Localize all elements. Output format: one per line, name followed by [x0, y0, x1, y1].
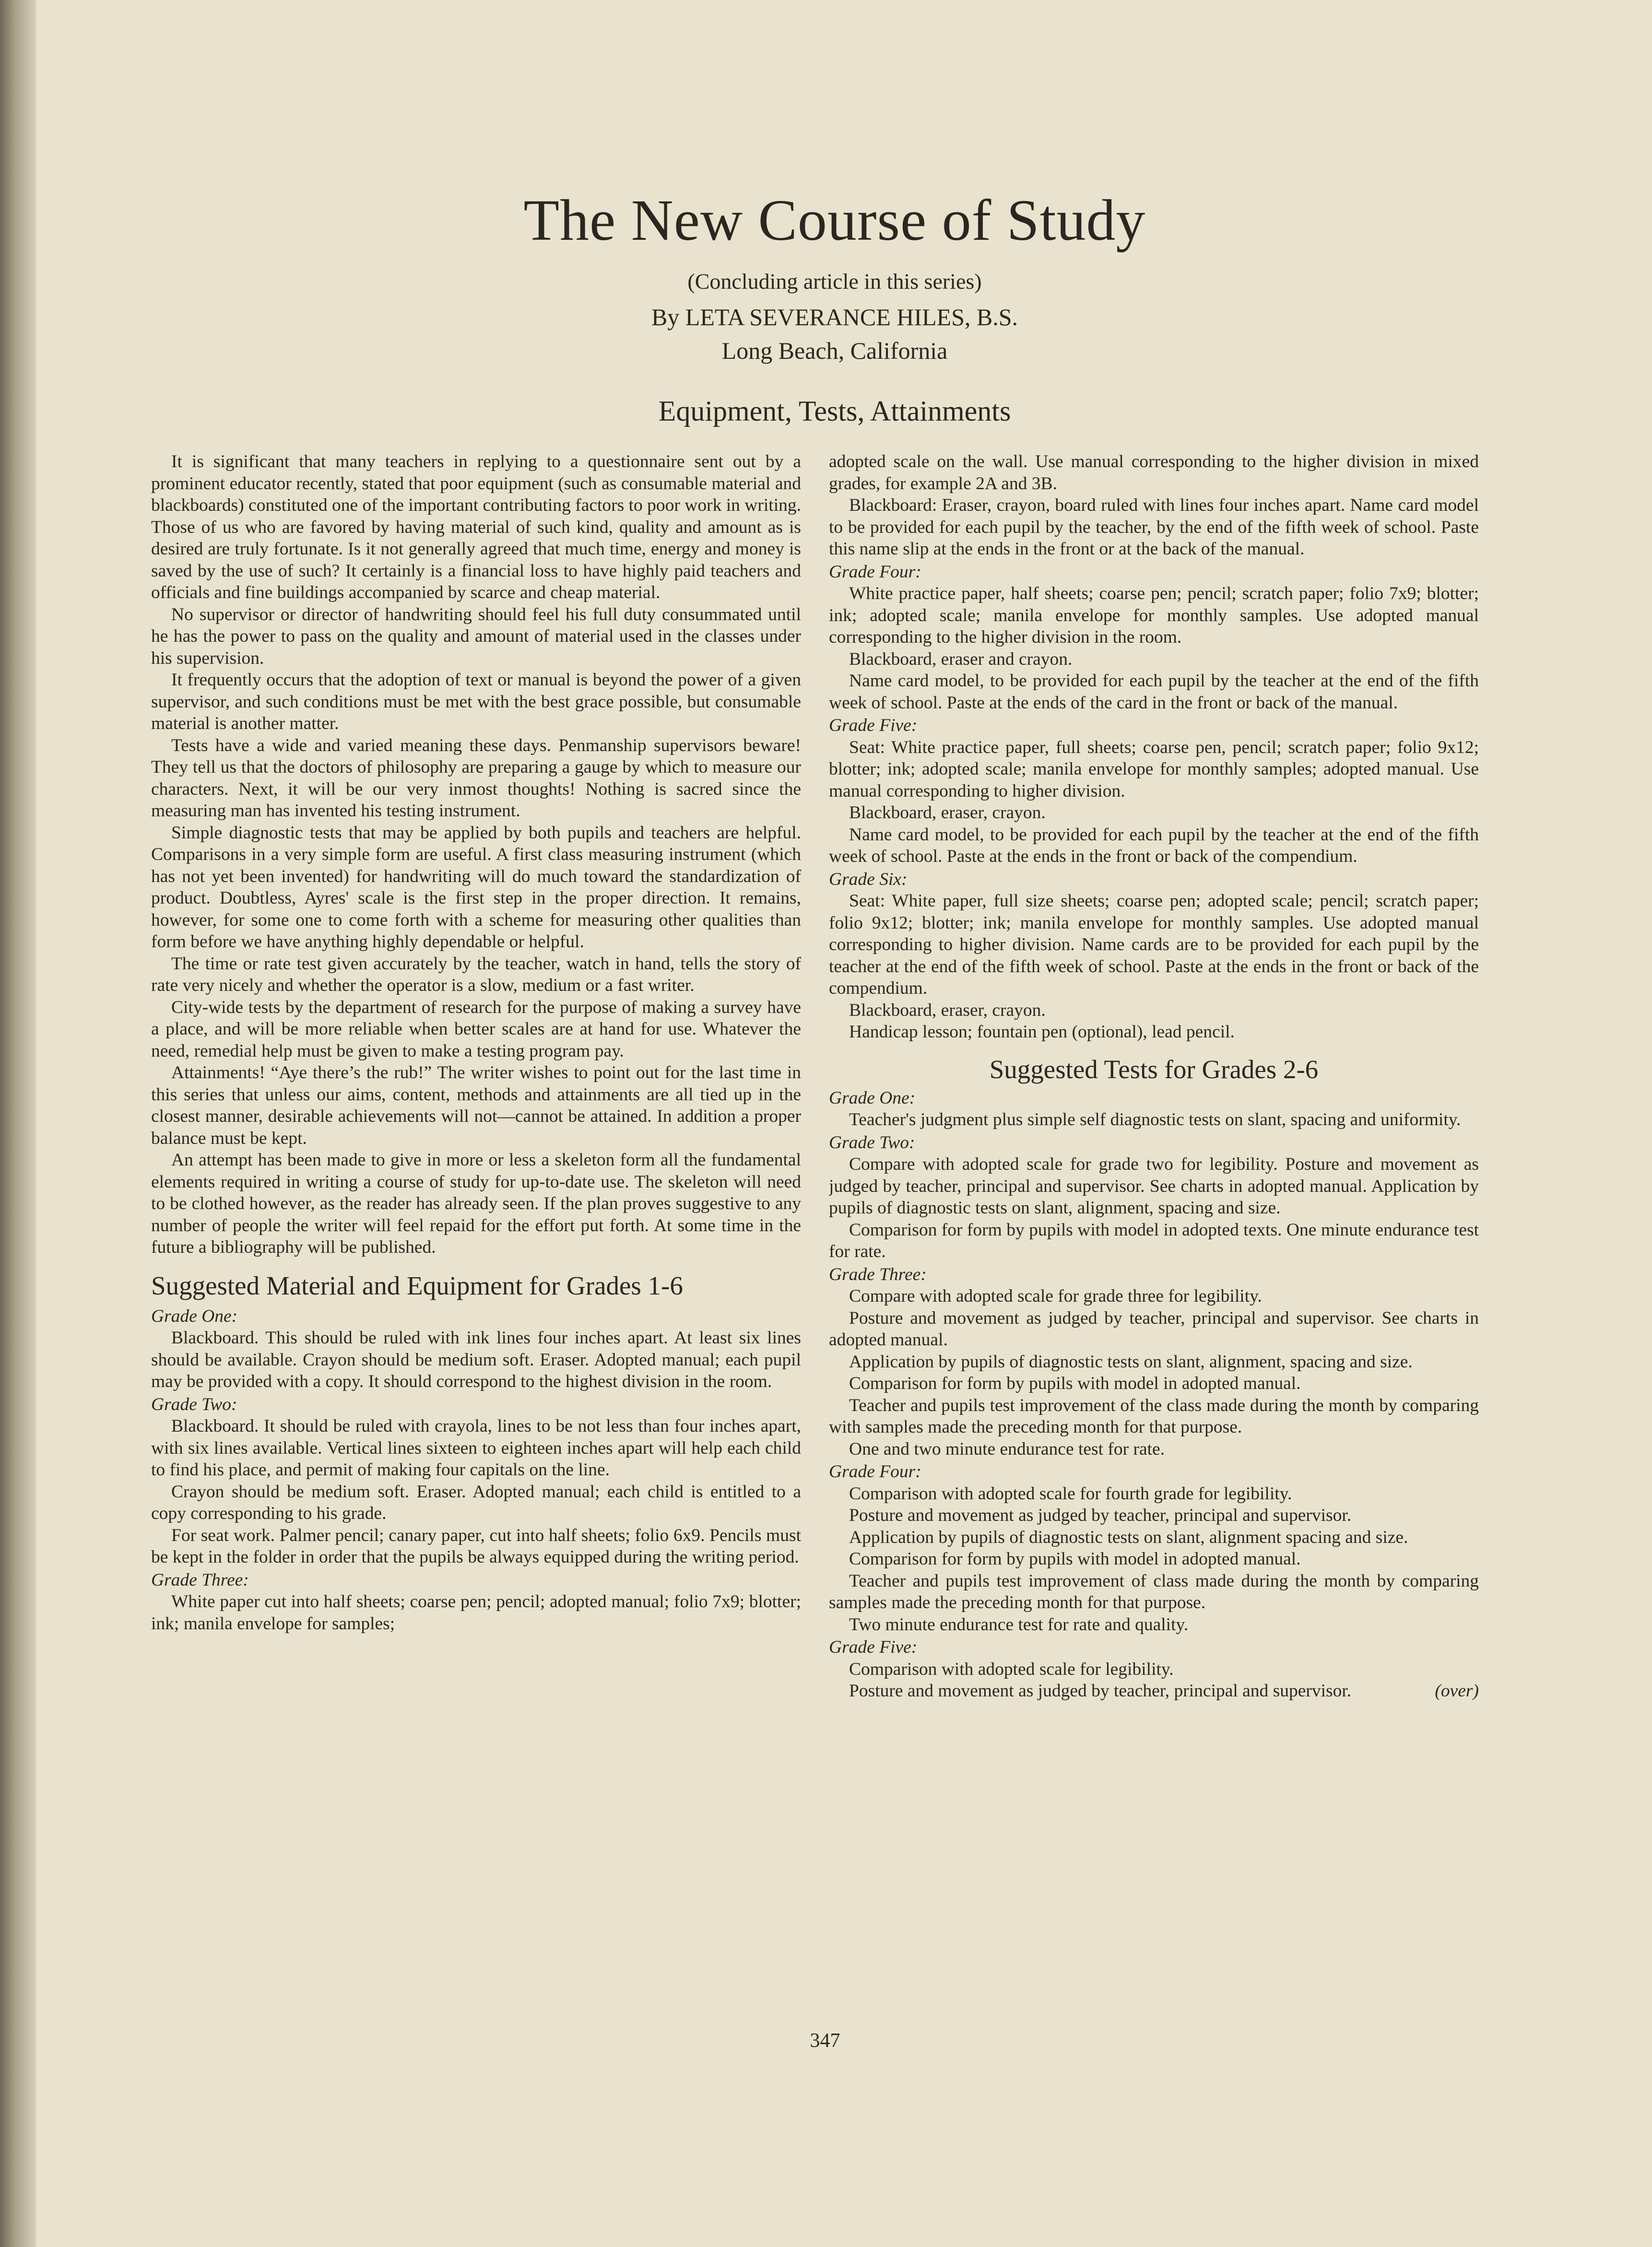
paragraph: Application by pupils of diagnostic tests on slant, alignment spacing and size. [849, 1527, 1408, 1547]
grade-label: Grade Four: [829, 562, 921, 582]
continued-note: (over) [1435, 1681, 1479, 1701]
paragraph: Blackboard. It should be ruled with crayola, lines to be not less than four inches apart, with six lines available. Vertical lines sixteen to eighteen inches apart will help each child to find his place, and permit of making four capitals on the line. [151, 1416, 801, 1480]
article-byline: By LETA SEVERANCE HILES, B.S. [651, 304, 1018, 330]
grade-label: Grade Five: [829, 1637, 918, 1657]
paragraph: Blackboard: Eraser, crayon, board ruled with lines four inches apart. Name card model to be provided for each pupil by the teacher, by the end of the fifth week of school. Paste this name slip at the ends in the front or at the back of the manual. [829, 495, 1479, 559]
paragraph: Tests have a wide and varied meaning these days. Penmanship supervisors beware! They tell us that the doctors of philosophy are preparing a gauge by which to measure our characters. Next, it will be our very inmost thoughts! Nothing is sacred since the measuring man has invented his testing instrument. [151, 735, 801, 821]
paragraph: Comparison for form by pupils with model in adopted manual. [849, 1549, 1301, 1569]
paragraph: Seat: White practice paper, full sheets; coarse pen, pencil; scratch paper; folio 9x12; blotter; ink; adopted scale; manila envelope for monthly samples; adopted manual. Use manual corresponding to higher division. [829, 737, 1479, 801]
paragraph: One and two minute endurance test for rate. [849, 1439, 1165, 1459]
tests-heading: Suggested Tests for Grades 2-6 [989, 1054, 1319, 1084]
paragraph: Blackboard, eraser, crayon. [849, 1000, 1046, 1020]
paragraph: White paper cut into half sheets; coarse pen; pencil; adopted manual; folio 7x9; blotter; ink; manila envelope for samples; [151, 1592, 801, 1634]
grade-label: Grade Three: [151, 1570, 249, 1590]
article-subtitle: (Concluding article in this series) [687, 269, 982, 294]
page-number: 347 [810, 2030, 840, 2052]
paragraph: Two minute endurance test for rate and quality. [849, 1614, 1189, 1635]
section-heading: Equipment, Tests, Attainments [658, 395, 1011, 427]
paragraph: The time or rate test given accurately by the teacher, watch in hand, tells the story of rate very nicely and whether the operator is a slow, medium or a fast writer. [151, 953, 801, 995]
paragraph: Teacher's judgment plus simple self diagnostic tests on slant, spacing and uniformity. [849, 1110, 1461, 1129]
paragraph: Attainments! “Aye there’s the rub!” The writer wishes to point out for the last time in this series that unless our aims, content, methods and attainments are all tied up in the closest manner, desirable achievements will not—cannot be attained. In addition a proper balance must be kept. [151, 1063, 801, 1148]
paragraph: No supervisor or director of handwriting should feel his full duty consummated until he has the power to pass on the quality and amount of material used in the classes under his supervision. [151, 604, 801, 668]
paragraph: An attempt has been made to give in more or less a skeleton form all the fundamental elements required in writing a course of study for up-to-date use. The skeleton will need to be clothed however, as the reader has already seen. If the plan proves suggestive to any number of people the writer will feel repaid for the effort put forth. At some time in the future a bibliography will be published. [151, 1150, 801, 1257]
grade-label: Grade One: [829, 1088, 916, 1108]
paragraph: City-wide tests by the department of research for the purpose of making a survey have a place, and will be more reliable when better scales are at hand for use. Whatever the need, remedial help must be given to make a testing program pay. [151, 997, 801, 1061]
grade-label: Grade Two: [829, 1132, 915, 1153]
paragraph: Compare with adopted scale for grade three for legibility. [849, 1286, 1262, 1306]
paragraph: Simple diagnostic tests that may be applied by both pupils and teachers are helpful. Comparisons in a very simple form are useful. A first class measuring instrument (which has not yet been invented) for handwriting will do much toward the standardization of product. Doubtless, Ayres' scale is the first step in the proper direction. It remains, however, for some one to come forth with a scheme for measuring other qualities than form before we have anything highly dependable or helpful. [151, 823, 801, 952]
paragraph: Comparison for form by pupils with model in adopted manual. [849, 1374, 1301, 1393]
paragraph: For seat work. Palmer pencil; canary paper, cut into half sheets; folio 6x9. Pencils must be kept in the folder in order that the pupils be always equipped during the writing period. [151, 1525, 801, 1567]
paragraph: Name card model, to be provided for each pupil by the teacher at the end of the fifth week of school. Paste at the ends in the front or back of the compendium. [829, 824, 1479, 866]
paragraph: Seat: White paper, full size sheets; coarse pen; adopted scale; pencil; scratch paper; folio 9x12; blotter; ink; manila envelope for monthly samples. Use adopted manual corresponding to higher division. Name cards are to be provided for each pupil by the teacher at the end of the fifth week of school. Paste at the ends in the front or back of the compendium. [829, 891, 1479, 998]
paragraph: Posture and movement as judged by teacher, principal and supervisor. [849, 1506, 1352, 1525]
paragraph: Teacher and pupils test improvement of the class made during the month by comparing with samples made the preceding month for that purpose. [829, 1395, 1479, 1437]
paragraph: Handicap lesson; fountain pen (optional), lead pencil. [849, 1022, 1235, 1042]
paragraph: Comparison with adopted scale for fourth grade for legibility. [849, 1483, 1292, 1504]
article-header [144, 187, 1525, 429]
grade-label: Grade Four: [829, 1462, 921, 1482]
paragraph: Comparison with adopted scale for legibility. [849, 1659, 1174, 1679]
left-column [151, 451, 801, 2014]
paragraph: Comparison for form by pupils with model in adopted texts. One minute endurance test for rate. [829, 1220, 1479, 1261]
paragraph [829, 1680, 1479, 1702]
paragraph: Compare with adopted scale for grade two for legibility. Posture and movement as judged by teacher, principal and supervisor. See charts in adopted manual. Application by pupils of diagnostic tests on slant, alignment, spacing and size. [829, 1154, 1479, 1218]
grade-label: Grade Two: [151, 1394, 237, 1414]
paragraph-text: Posture and movement as judged by teacher, principal and supervisor. [849, 1681, 1352, 1701]
paragraph: White practice paper, half sheets; coarse pen; pencil; scratch paper; folio 7x9; blotter; ink; adopted scale; manila envelope for monthly samples. Use adopted manual corresponding to the higher division in the room. [829, 584, 1479, 647]
grade-label: Grade Three: [829, 1264, 927, 1284]
materials-heading: Suggested Material and Equipment for Grades 1-6 [151, 1271, 683, 1300]
article-title: The New Course of Study [523, 188, 1146, 253]
paragraph: Name card model, to be provided for each pupil by the teacher at the end of the fifth week of school. Paste at the ends of the card in the front or back of the manual. [829, 671, 1479, 713]
paragraph: Blackboard, eraser, crayon. [849, 803, 1046, 823]
grade-label: Grade One: [151, 1306, 238, 1326]
paragraph: Blackboard. This should be ruled with ink lines four inches apart. At least six lines should be available. Crayon should be medium soft. Eraser. Adopted manual; each pupil may be provided with a copy. It should correspond to the highest division in the room. [151, 1328, 801, 1391]
paragraph: Crayon should be medium soft. Eraser. Adopted manual; each child is entitled to a copy corresponding to his grade. [151, 1482, 801, 1523]
paragraph: adopted scale on the wall. Use manual corresponding to the higher division in mixed grades, for example 2A and 3B. [829, 452, 1479, 494]
paragraph: Blackboard, eraser and crayon. [849, 649, 1073, 669]
paragraph: It frequently occurs that the adoption of text or manual is beyond the power of a given supervisor, and such conditions must be met with the best grace possible, but consumable material is another matter. [151, 670, 801, 733]
paragraph: Posture and movement as judged by teacher, principal and supervisor. See charts in adopted manual. [829, 1308, 1479, 1350]
paragraph: It is significant that many teachers in replying to a questionnaire sent out by a prominent educator recently, stated that poor equipment (such as consumable material and blackboards) constituted one of the important contributing factors to poor work in writing. Those of us who are favored by having material of such kind, quality and amount as is desired are truly fortunate. Is it not generally agreed that much time, energy and money is saved by the use of such? It certainly is a financial loss to have highly paid teachers and officials and fine buildings accompanied by scarce and cheap material. [151, 452, 801, 602]
grade-label: Grade Five: [829, 716, 918, 735]
author-location: Long Beach, California [721, 337, 948, 364]
grade-label: Grade Six: [829, 869, 908, 889]
right-column [829, 451, 1479, 2014]
book-gutter-shadow [0, 0, 36, 2247]
paragraph: Teacher and pupils test improvement of class made during the month by comparing samples made the preceding month for that purpose. [829, 1571, 1479, 1612]
paragraph: Application by pupils of diagnostic tests on slant, alignment, spacing and size. [849, 1352, 1413, 1372]
